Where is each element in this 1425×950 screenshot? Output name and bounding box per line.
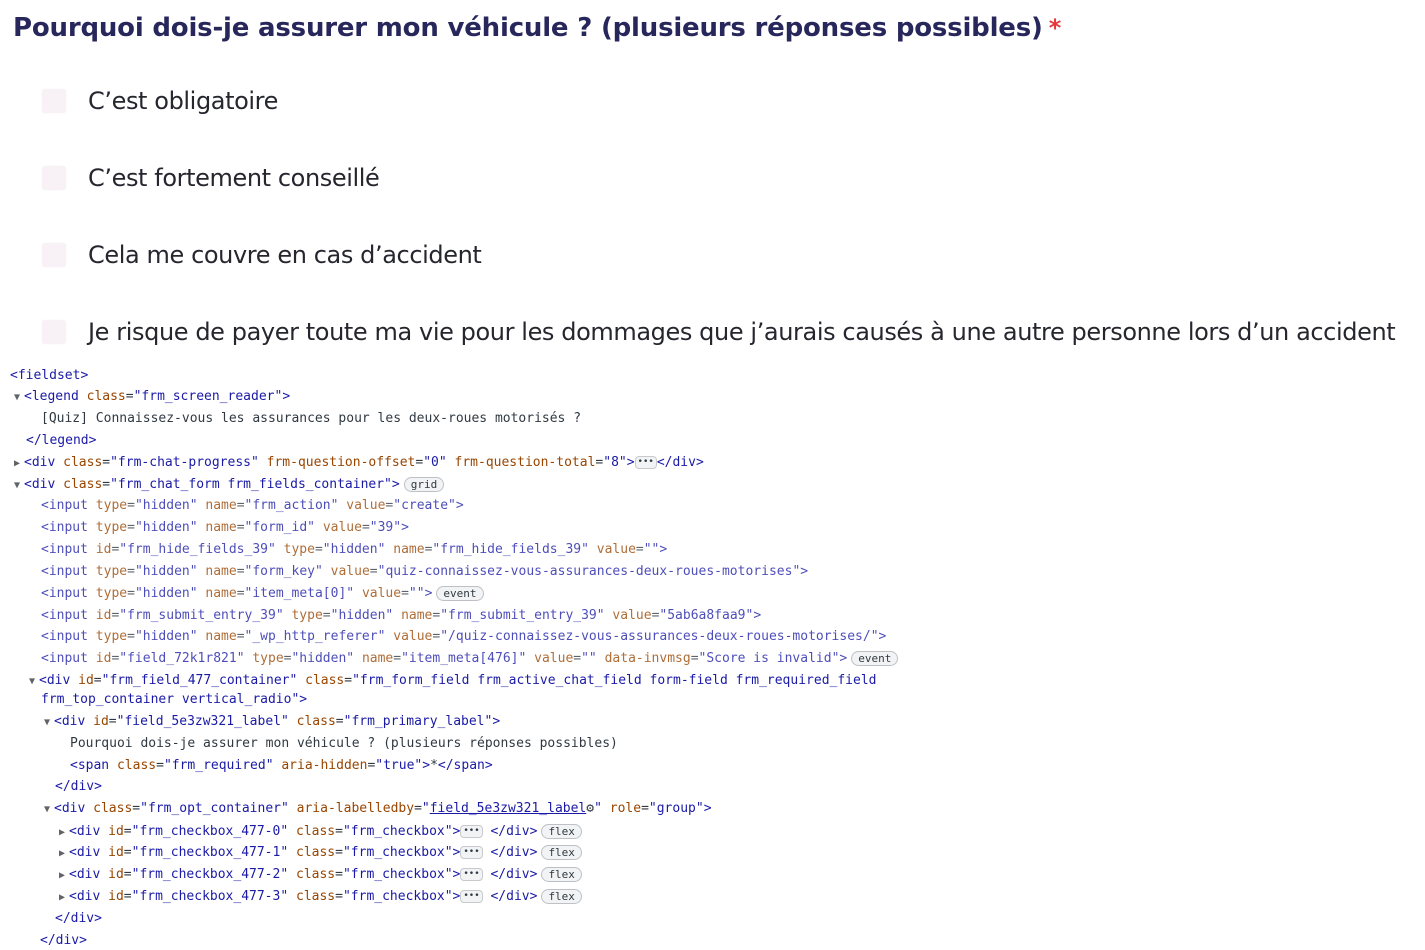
checkbox[interactable] [42,243,66,267]
dom-node-input-hide-fields[interactable]: <input id="frm_hide_fields_39" type="hidden" name="frm_hide_fields_39" value=""> [41,542,668,557]
required-asterisk: * [1048,14,1062,42]
ellipsis-icon[interactable]: ••• [460,846,482,859]
dom-node-chat-progress[interactable]: ▶ <div class="frm-chat-progress" frm-question-offset="0" frm-question-total="8"> ••• </div> [10,453,704,473]
dom-node-checkbox-1[interactable]: ▶ <div id="frm_checkbox_477-1" class="frm_checkbox"> ••• </div> flex [55,843,582,863]
checkbox-label[interactable]: Je risque de payer toute ma vie pour les dommages que j’aurais causés à une autre personne lors d’un accident [88,318,1396,346]
dom-node-primary-label[interactable]: ▼ <div id="field_5e3zw321_label" class="frm_primary_label"> [40,712,500,732]
ellipsis-icon[interactable]: ••• [460,868,482,881]
ellipsis-icon[interactable]: ••• [635,456,657,469]
dom-node-opt-container-close[interactable]: </div> [55,911,102,926]
dom-node-input-action[interactable]: <input type="hidden" name="frm_action" value="create"> [41,498,464,513]
dom-text-label[interactable]: Pourquoi dois-je assurer mon véhicule ? (plusieurs réponses possibles) [70,736,618,751]
checkbox-option-conseille[interactable] [42,158,1422,198]
collapse-triangle-icon[interactable]: ▶ [58,892,66,903]
checkbox[interactable] [42,89,66,113]
expand-triangle-icon[interactable]: ▼ [13,392,21,403]
expand-triangle-icon[interactable]: ▼ [28,676,36,687]
collapse-triangle-icon[interactable]: ▶ [58,870,66,881]
dom-node-field-container-class-cont[interactable]: frm_top_container vertical_radio"> [41,692,308,707]
dom-node-checkbox-3[interactable]: ▶ <div id="frm_checkbox_477-3" class="frm_checkbox"> ••• </div> flex [55,887,582,907]
checkbox[interactable] [42,166,66,190]
dom-node-field-container[interactable]: ▼ <div id="frm_field_477_container" class="frm_form_field frm_active_chat_field form-field frm_required_field [25,671,876,691]
dom-node-input-item-meta-0[interactable]: <input type="hidden" name="item_meta[0]" value=""> event [41,584,484,604]
dom-node-legend-close[interactable]: </legend> [26,433,97,448]
dom-node-input-referer[interactable]: <input type="hidden" name="_wp_http_referer" value="/quiz-connaissez-vous-assurances-deux-roues-motorises/"> [41,629,887,644]
flex-badge[interactable]: flex [541,824,582,839]
dom-node-required-span[interactable]: <span class="frm_required" aria-hidden="true">*</span> [70,758,493,773]
checkbox[interactable] [42,320,66,344]
expand-triangle-icon[interactable]: ▼ [43,804,51,815]
checkbox-label[interactable]: Cela me couvre en cas d’accident [88,241,482,269]
flex-badge[interactable]: flex [541,867,582,882]
dom-node-label-close[interactable]: </div> [55,779,102,794]
checkbox-option-accident[interactable] [42,235,1422,275]
dom-node-field-container-close[interactable]: </div> [40,933,87,948]
dom-text-legend[interactable]: [Quiz] Connaissez-vous les assurances pour les deux-roues motorisés ? [41,411,582,426]
quiz-form [0,0,1425,365]
dom-node-checkbox-0[interactable]: ▶ <div id="frm_checkbox_477-0" class="frm_checkbox"> ••• </div> flex [55,822,582,842]
expand-triangle-icon[interactable]: ▼ [43,717,51,728]
collapse-triangle-icon[interactable]: ▶ [13,458,21,469]
dom-node-input-form-key[interactable]: <input type="hidden" name="form_key" value="quiz-connaissez-vous-assurances-deux-roues-motorises"> [41,564,809,579]
collapse-triangle-icon[interactable]: ▶ [58,827,66,838]
dom-node-checkbox-2[interactable]: ▶ <div id="frm_checkbox_477-2" class="frm_checkbox"> ••• </div> flex [55,865,582,885]
gear-icon[interactable]: ⚙ [586,801,595,816]
ellipsis-icon[interactable]: ••• [460,825,482,838]
expand-triangle-icon[interactable]: ▼ [13,480,21,491]
flex-badge[interactable]: flex [541,845,582,860]
ellipsis-icon[interactable]: ••• [460,890,482,903]
dom-node-legend[interactable]: ▼ <legend class="frm_screen_reader"> [10,387,290,407]
checkbox-label[interactable]: C’est obligatoire [88,87,278,115]
checkbox-label[interactable]: C’est fortement conseillé [88,164,380,192]
dom-node-input-submit-entry[interactable]: <input id="frm_submit_entry_39" type="hidden" name="frm_submit_entry_39" value="5ab6a8faa9"> [41,608,762,623]
aria-labelledby-link[interactable]: field_5e3zw321_label [429,801,587,816]
dom-node-fieldset[interactable]: <fieldset> [10,368,89,383]
devtools-elements-panel [0,366,1425,950]
question-text: Pourquoi dois-je assurer mon véhicule ? (plusieurs réponses possibles) [13,13,1043,43]
dom-node-input-field[interactable]: <input id="field_72k1r821" type="hidden" name="item_meta[476]" value="" data-invmsg="Score is invalid"> event [41,649,898,669]
event-badge[interactable]: event [436,586,483,601]
collapse-triangle-icon[interactable]: ▶ [58,848,66,859]
dom-node-opt-container[interactable]: ▼ <div class="frm_opt_container" aria-labelledby="field_5e3zw321_label⚙" role="group"> [40,799,712,819]
question-title [13,13,1061,43]
dom-node-chat-form[interactable]: ▼ <div class="frm_chat_form frm_fields_container"> grid [10,475,444,495]
flex-badge[interactable]: flex [541,889,582,904]
checkbox-option-dommages[interactable] [42,312,1422,352]
grid-badge[interactable]: grid [404,477,445,492]
checkbox-option-obligatoire[interactable] [42,81,1422,121]
dom-node-input-form-id[interactable]: <input type="hidden" name="form_id" value="39"> [41,520,409,535]
event-badge[interactable]: event [851,651,898,666]
